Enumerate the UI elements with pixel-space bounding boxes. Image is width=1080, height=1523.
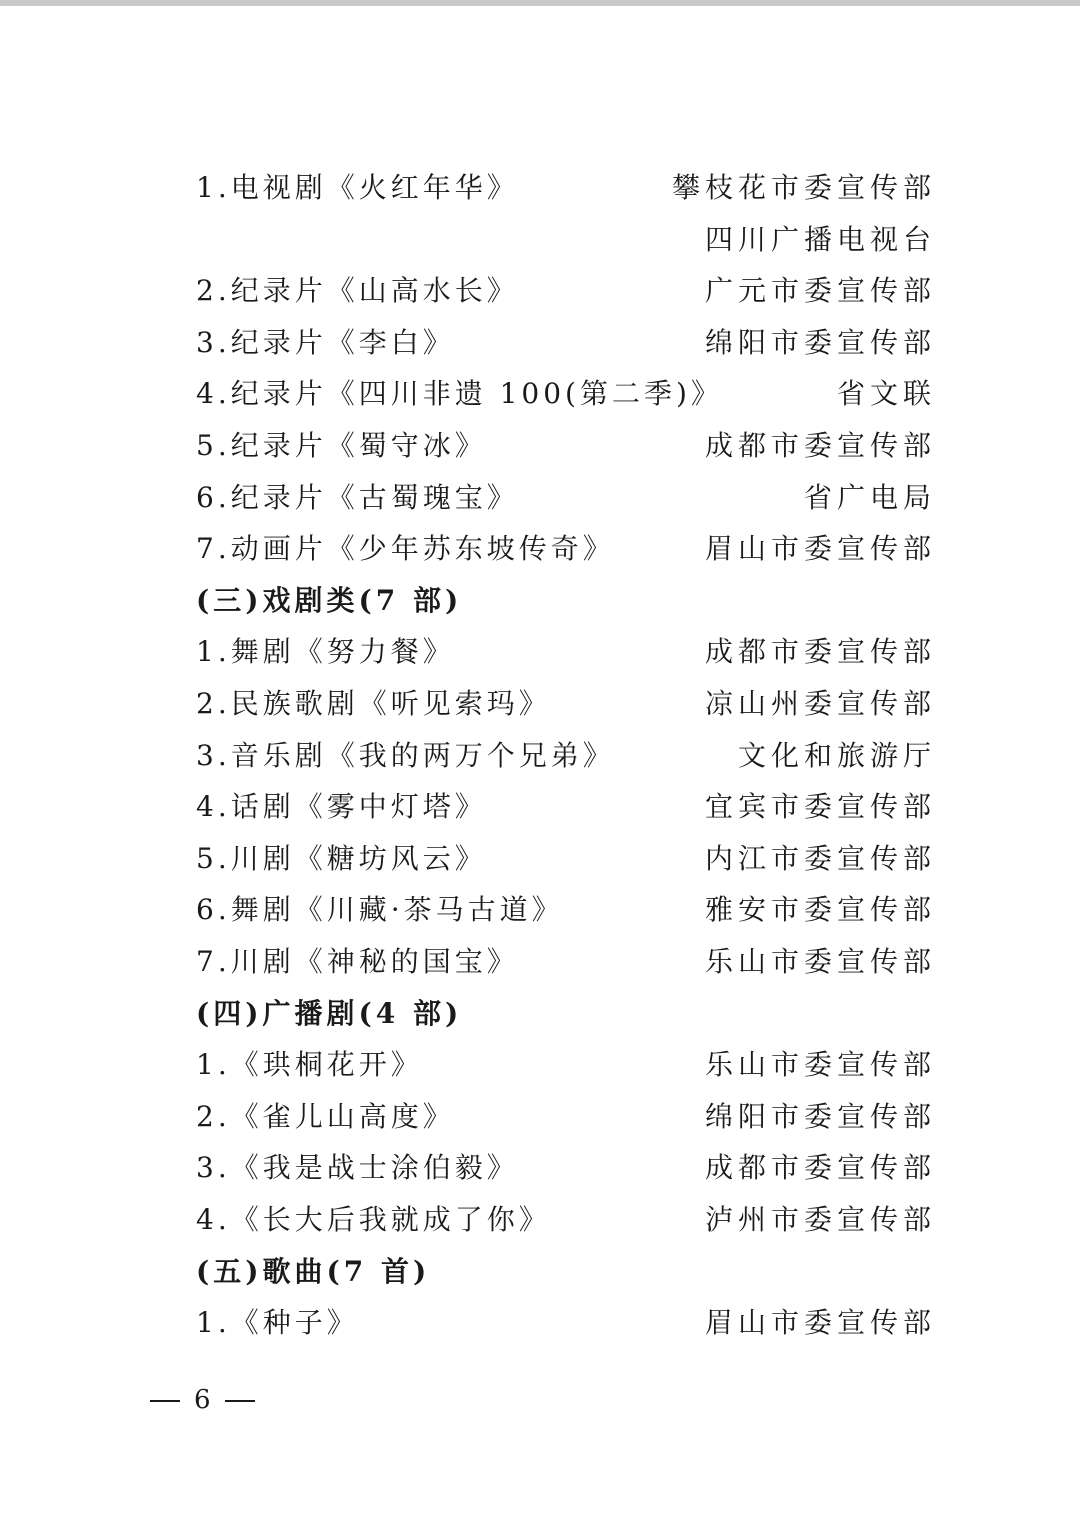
list-item: [0, 478, 1080, 518]
list-item: [0, 1097, 1080, 1137]
recommending-unit: 凉山州委宣传部: [704, 687, 936, 720]
work-title: 1.电视剧《火红年华》: [196, 171, 519, 204]
list-item: [0, 271, 1080, 311]
work-title: 7.动画片《少年苏东坡传奇》: [196, 532, 615, 566]
recommending-unit: 泸州市委宣传部: [704, 1203, 936, 1236]
recommending-unit: 文化和旅游厅: [737, 738, 936, 772]
work-title: 6.纪录片《古蜀瑰宝》: [196, 480, 519, 514]
page-number-dash-right: [225, 1400, 255, 1402]
list-item: [0, 168, 1080, 208]
recommending-unit: 省文联: [836, 377, 936, 411]
recommending-unit: 绵阳市委宣传部: [704, 325, 936, 359]
recommending-unit: 省广电局: [803, 480, 936, 514]
work-title: 7.川剧《神秘的国宝》: [196, 945, 519, 978]
recommending-unit: 绵阳市委宣传部: [704, 1099, 936, 1133]
work-title: 2.纪录片《山高水长》: [196, 274, 519, 308]
recommending-unit: 内江市委宣传部: [704, 841, 936, 875]
recommending-unit: 广元市委宣传部: [704, 274, 936, 308]
work-title: 5.川剧《糖坊风云》: [196, 841, 487, 875]
work-title: 1.舞剧《努力餐》: [196, 635, 455, 669]
list-item: [0, 220, 1080, 260]
list-item: [0, 323, 1080, 363]
work-title: 1.《珙桐花开》: [196, 1048, 423, 1082]
work-title: 3.《我是战士涂伯毅》: [196, 1151, 519, 1185]
list-item: [0, 787, 1080, 827]
section-heading: [0, 1252, 1080, 1292]
section-heading: [0, 581, 1080, 621]
work-title: 3.音乐剧《我的两万个兄弟》: [196, 738, 615, 772]
work-title: 2.民族歌剧《听见索玛》: [196, 687, 551, 720]
list-item: [0, 1148, 1080, 1188]
list-item: [0, 1303, 1080, 1343]
page-number: [150, 1380, 255, 1420]
list-item: [0, 684, 1080, 724]
recommending-unit: 成都市委宣传部: [704, 635, 936, 669]
recommending-unit: 成都市委宣传部: [704, 1151, 936, 1185]
list-item: [0, 632, 1080, 672]
section-title: (五)歌曲(7 首): [196, 1254, 431, 1288]
section-title: (三)戏剧类(7 部): [196, 583, 463, 617]
list-item: [0, 839, 1080, 879]
list-item: [0, 374, 1080, 414]
work-title: 1.《种子》: [196, 1306, 359, 1340]
section-title: (四)广播剧(4 部): [196, 996, 463, 1030]
recommending-unit: 雅安市委宣传部: [704, 893, 936, 927]
recommending-unit: 成都市委宣传部: [704, 429, 936, 462]
list-item: [0, 890, 1080, 930]
work-title: 4.纪录片《四川非遗 100(第二季)》: [196, 377, 723, 411]
recommending-unit: 眉山市委宣传部: [704, 532, 936, 566]
recommending-unit: 乐山市委宣传部: [704, 1048, 936, 1082]
recommending-unit: 四川广播电视台: [704, 222, 936, 256]
work-title: 5.纪录片《蜀守冰》: [196, 429, 487, 462]
list-item: [0, 426, 1080, 466]
work-title: 4.话剧《雾中灯塔》: [196, 790, 487, 824]
recommending-unit: 宜宾市委宣传部: [704, 790, 936, 824]
work-title: 3.纪录片《李白》: [196, 325, 455, 359]
page-number-dash-left: [150, 1400, 180, 1402]
recommending-unit: 眉山市委宣传部: [704, 1306, 936, 1340]
section-heading: [0, 994, 1080, 1034]
page-number-value: 6: [194, 1385, 211, 1415]
list-item: [0, 942, 1080, 982]
recommending-unit: 攀枝花市委宣传部: [671, 171, 936, 204]
work-title: 2.《雀儿山高度》: [196, 1099, 455, 1133]
list-item: [0, 1045, 1080, 1085]
work-title: 6.舞剧《川藏·茶马古道》: [196, 893, 564, 927]
recommending-unit: 乐山市委宣传部: [704, 945, 936, 978]
work-title: 4.《长大后我就成了你》: [196, 1203, 551, 1236]
list-item: [0, 736, 1080, 776]
list-item: [0, 529, 1080, 569]
list-item: [0, 1200, 1080, 1240]
